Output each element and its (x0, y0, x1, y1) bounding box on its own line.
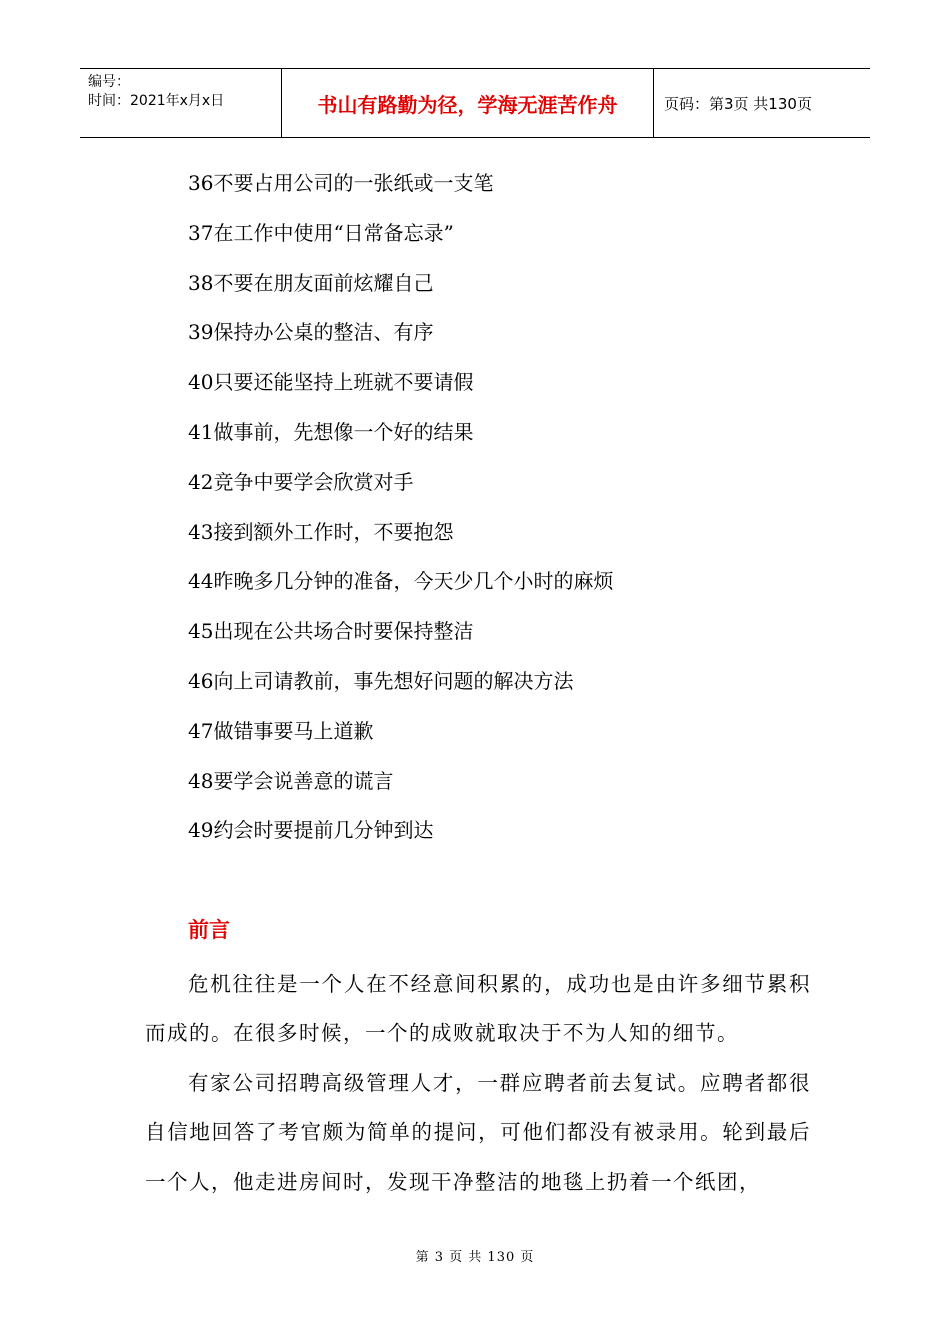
tips-list (188, 165, 613, 862)
list-item: 45出现在公共场合时要保持整洁 (188, 619, 474, 644)
section-body (145, 960, 811, 1207)
list-item: 43接到额外工作时，不要抱怨 (188, 519, 454, 544)
page-footer: 第 3 页 共 130 页 (415, 1250, 535, 1265)
list-item: 48要学会说善意的谎言 (188, 768, 394, 793)
number-label: 编号： (88, 74, 130, 90)
list-item: 36不要占用公司的一张纸或一支笔 (188, 171, 494, 195)
list-item: 44昨晚多几分钟的准备，今天少几个小时的麻烦 (188, 569, 614, 594)
list-item: 40只要还能坚持上班就不要请假 (188, 370, 474, 395)
header-motto: 书山有路勤为径，学海无涯苦作舟 (282, 69, 654, 137)
page-header (80, 68, 870, 138)
time-label: 时间：2021年x月x日 (88, 93, 225, 109)
header-page-info: 页码：第3页 共130页 (664, 94, 812, 113)
list-item: 37在工作中使用“日常备忘录” (188, 220, 454, 245)
list-item: 41做事前，先想像一个好的结果 (188, 419, 474, 444)
paragraph: 危机往往是一个人在不经意间积累的，成功也是由许多细节累积而成的。在很多时候，一个的成败就取决于不为人知的细节。 (145, 972, 811, 1046)
list-item: 39保持办公桌的整洁、有序 (188, 320, 434, 345)
list-item: 49约会时要提前几分钟到达 (188, 818, 434, 843)
list-item: 38不要在朋友面前炫耀自己 (188, 270, 434, 295)
section-title: 前言 (188, 917, 230, 942)
list-item: 46向上司请教前，事先想好问题的解决方法 (188, 668, 574, 693)
paragraph: 有家公司招聘高级管理人才，一群应聘者前去复试。应聘者都很自信地回答了考官颇为简单的提问，可他们都没有被录用。轮到最后一个人，他走进房间时，发现干净整洁的地毯上扔着一个纸团， (145, 1070, 811, 1194)
header-meta-cell (80, 69, 282, 137)
list-item: 42竞争中要学会欣赏对手 (188, 469, 414, 494)
list-item: 47做错事要马上道歉 (188, 718, 374, 743)
